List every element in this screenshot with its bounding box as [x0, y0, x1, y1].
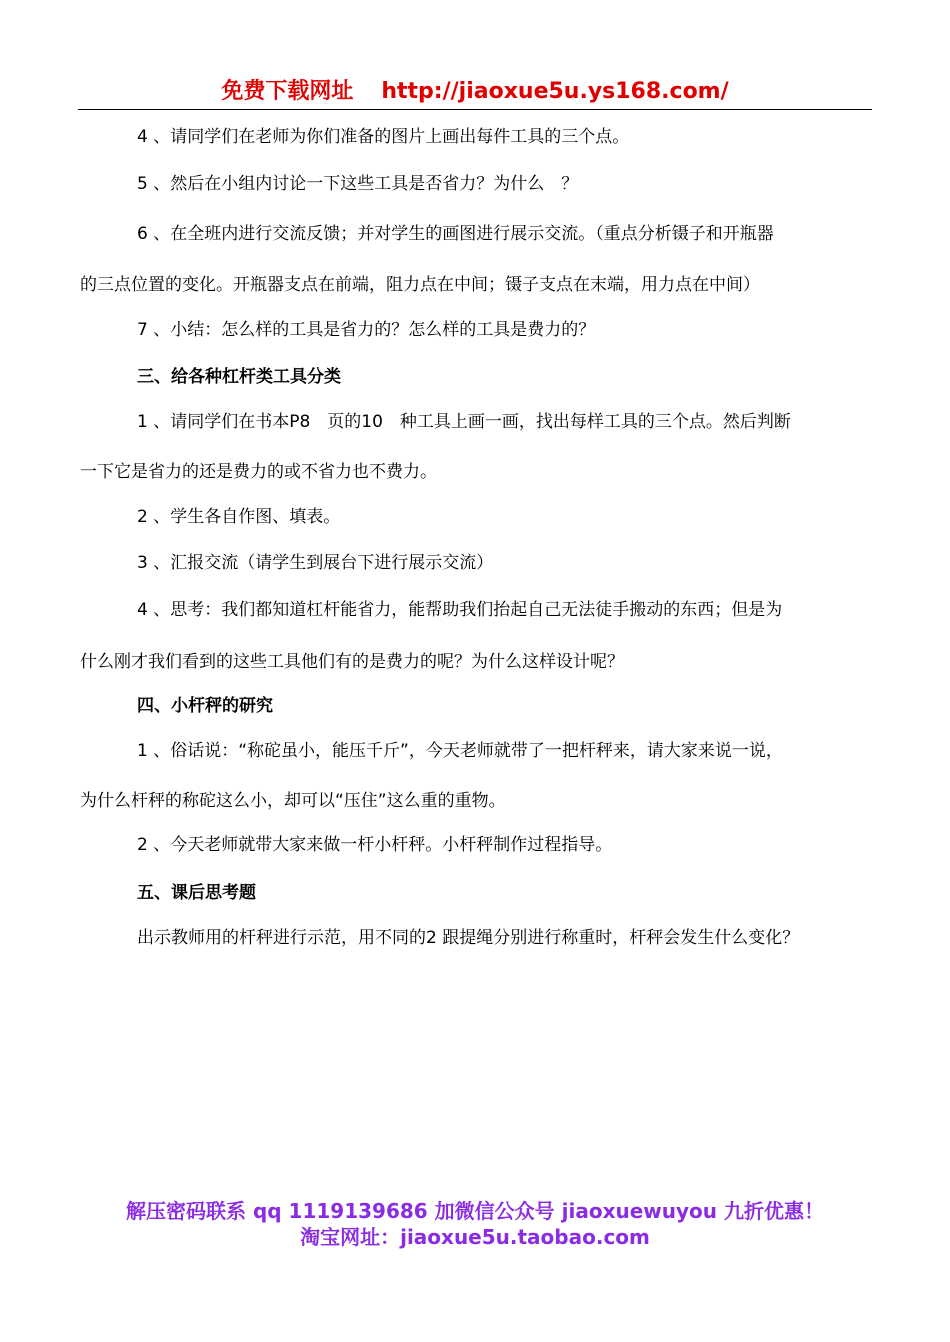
paragraph-classify-1-continued: 一下它是省力的还是费力的或不省力也不费力。 [80, 462, 437, 482]
paragraph-step-7-summary: 7 、小结：怎么样的工具是省力的？怎么样的工具是费力的？ [137, 320, 596, 340]
header-url-link[interactable]: http://jiaoxue5u.ys168.com/ [381, 79, 729, 104]
download-site-header [0, 78, 950, 106]
paragraph-homework: 出示教师用的杆秤进行示范，用不同的2 跟提绳分别进行称重时，杆秤会发生什么变化？ [137, 928, 800, 948]
paragraph-classify-3: 3 、汇报交流（请学生到展台下进行展示交流） [137, 553, 494, 573]
section-heading-4: 四、小杆秤的研究 [137, 696, 273, 716]
paragraph-step-6-continued: 的三点位置的变化。开瓶器支点在前端，阻力点在中间；镊子支点在末端，用力点在中间） [80, 275, 760, 295]
paragraph-step-5-discuss: 5 、然后在小组内讨论一下这些工具是否省力？为什么 ？ [137, 174, 579, 194]
paragraph-scale-2: 2 、今天老师就带大家来做一杆小杆秤。小杆秤制作过程指导。 [137, 835, 613, 855]
paragraph-classify-4: 4 、思考：我们都知道杠杆能省力，能帮助我们抬起自己无法徒手搬动的东西；但是为 [137, 600, 783, 620]
section-heading-3: 三、给各种杠杆类工具分类 [137, 367, 341, 387]
paragraph-step-6-feedback: 6 、在全班内进行交流反馈；并对学生的画图进行展示交流。（重点分析镊子和开瓶器 [137, 224, 774, 244]
paragraph-classify-4-continued: 什么刚才我们看到的这些工具他们有的是费力的呢？为什么这样设计呢？ [80, 652, 624, 672]
footer-taobao-link[interactable]: 淘宝网址：jiaoxue5u.taobao.com [300, 1225, 650, 1249]
paragraph-scale-1: 1 、俗话说：“称砣虽小，能压千斤”，今天老师就带了一把杆秤来，请大家来说一说， [137, 741, 783, 761]
section-heading-5: 五、课后思考题 [137, 883, 256, 903]
paragraph-step-4-draw: 4 、请同学们在老师为你们准备的图片上画出每件工具的三个点。 [137, 127, 630, 147]
paragraph-classify-1: 1 、请同学们在书本P8 页的10 种工具上画一画，找出每样工具的三个点。然后判断 [137, 412, 791, 432]
footer-contact-line: 解压密码联系 qq 1119139686 加微信公众号 jiaoxuewuyou 九折优惠！ [126, 1199, 824, 1223]
paragraph-scale-1-continued: 为什么杆秤的称砣这么小，却可以“压住”这么重的重物。 [80, 791, 506, 811]
header-divider [78, 109, 872, 110]
paragraph-classify-2: 2 、学生各自作图、填表。 [137, 507, 341, 527]
header-label: 免费下载网址 [221, 79, 354, 104]
